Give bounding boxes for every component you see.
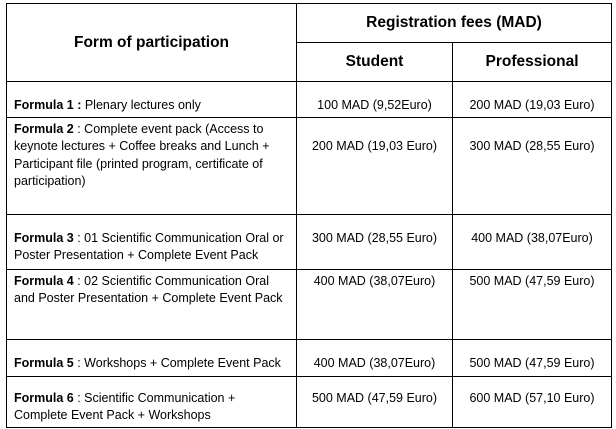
header-professional [453, 43, 612, 82]
formula-text: : 01 Scientific Communication Oral or Poster Presentation + Complete Event Pack [14, 230, 284, 262]
formula-name: Formula 3 [14, 230, 74, 245]
header-form-label: Form of participation [74, 33, 229, 51]
table-row [7, 214, 612, 269]
professional-fee: 600 MAD (57,10 Euro) [453, 376, 612, 427]
registration-fees-table [6, 3, 612, 428]
formula-description [7, 376, 297, 427]
professional-fee: 500 MAD (47,59 Euro) [453, 269, 612, 339]
professional-fee: 300 MAD (28,55 Euro) [453, 117, 612, 214]
student-fee: 500 MAD (47,59 Euro) [297, 376, 453, 427]
formula-name: Formula 5 [14, 355, 74, 370]
formula-description [7, 117, 297, 214]
table-row [7, 82, 612, 118]
header-fees-label: Registration fees (MAD) [366, 14, 542, 31]
student-fee: 400 MAD (38,07Euro) [297, 269, 453, 339]
formula-text: : Scientific Communication + Complete Event Pack + Workshops [14, 390, 236, 422]
header-professional-label: Professional [485, 53, 579, 70]
table-row [7, 339, 612, 376]
formula-text: : 02 Scientific Communication Oral and Poster Presentation + Complete Event Pack [14, 273, 283, 305]
professional-fee: 200 MAD (19,03 Euro) [453, 82, 612, 118]
table-row [7, 117, 612, 214]
formula-text: : Complete event pack (Access to keynote lectures + Coffee breaks and Lunch + Participant file (printed program, certificate of participation) [14, 121, 270, 188]
formula-text: : Workshops + Complete Event Pack [73, 355, 281, 370]
professional-fee: 400 MAD (38,07Euro) [453, 214, 612, 269]
formula-name: Formula 6 [14, 390, 74, 405]
header-registration-fees [297, 4, 612, 43]
formula-name: Formula 2 [14, 121, 74, 136]
professional-fee: 500 MAD (47,59 Euro) [453, 339, 612, 376]
header-student [297, 43, 453, 82]
student-fee: 200 MAD (19,03 Euro) [297, 117, 453, 214]
formula-description [7, 339, 297, 376]
student-fee: 400 MAD (38,07Euro) [297, 339, 453, 376]
formula-description [7, 269, 297, 339]
student-fee: 300 MAD (28,55 Euro) [297, 214, 453, 269]
student-fee: 100 MAD (9,52Euro) [297, 82, 453, 118]
table-row [7, 269, 612, 339]
formula-text: Plenary lectures only [81, 98, 201, 112]
formula-description [7, 82, 297, 118]
formula-description [7, 214, 297, 269]
formula-name: Formula 1 : [14, 98, 82, 112]
header-student-label: Student [345, 53, 404, 70]
formula-name: Formula 4 [14, 273, 74, 288]
table-row [7, 376, 612, 427]
header-form-of-participation [7, 4, 297, 82]
